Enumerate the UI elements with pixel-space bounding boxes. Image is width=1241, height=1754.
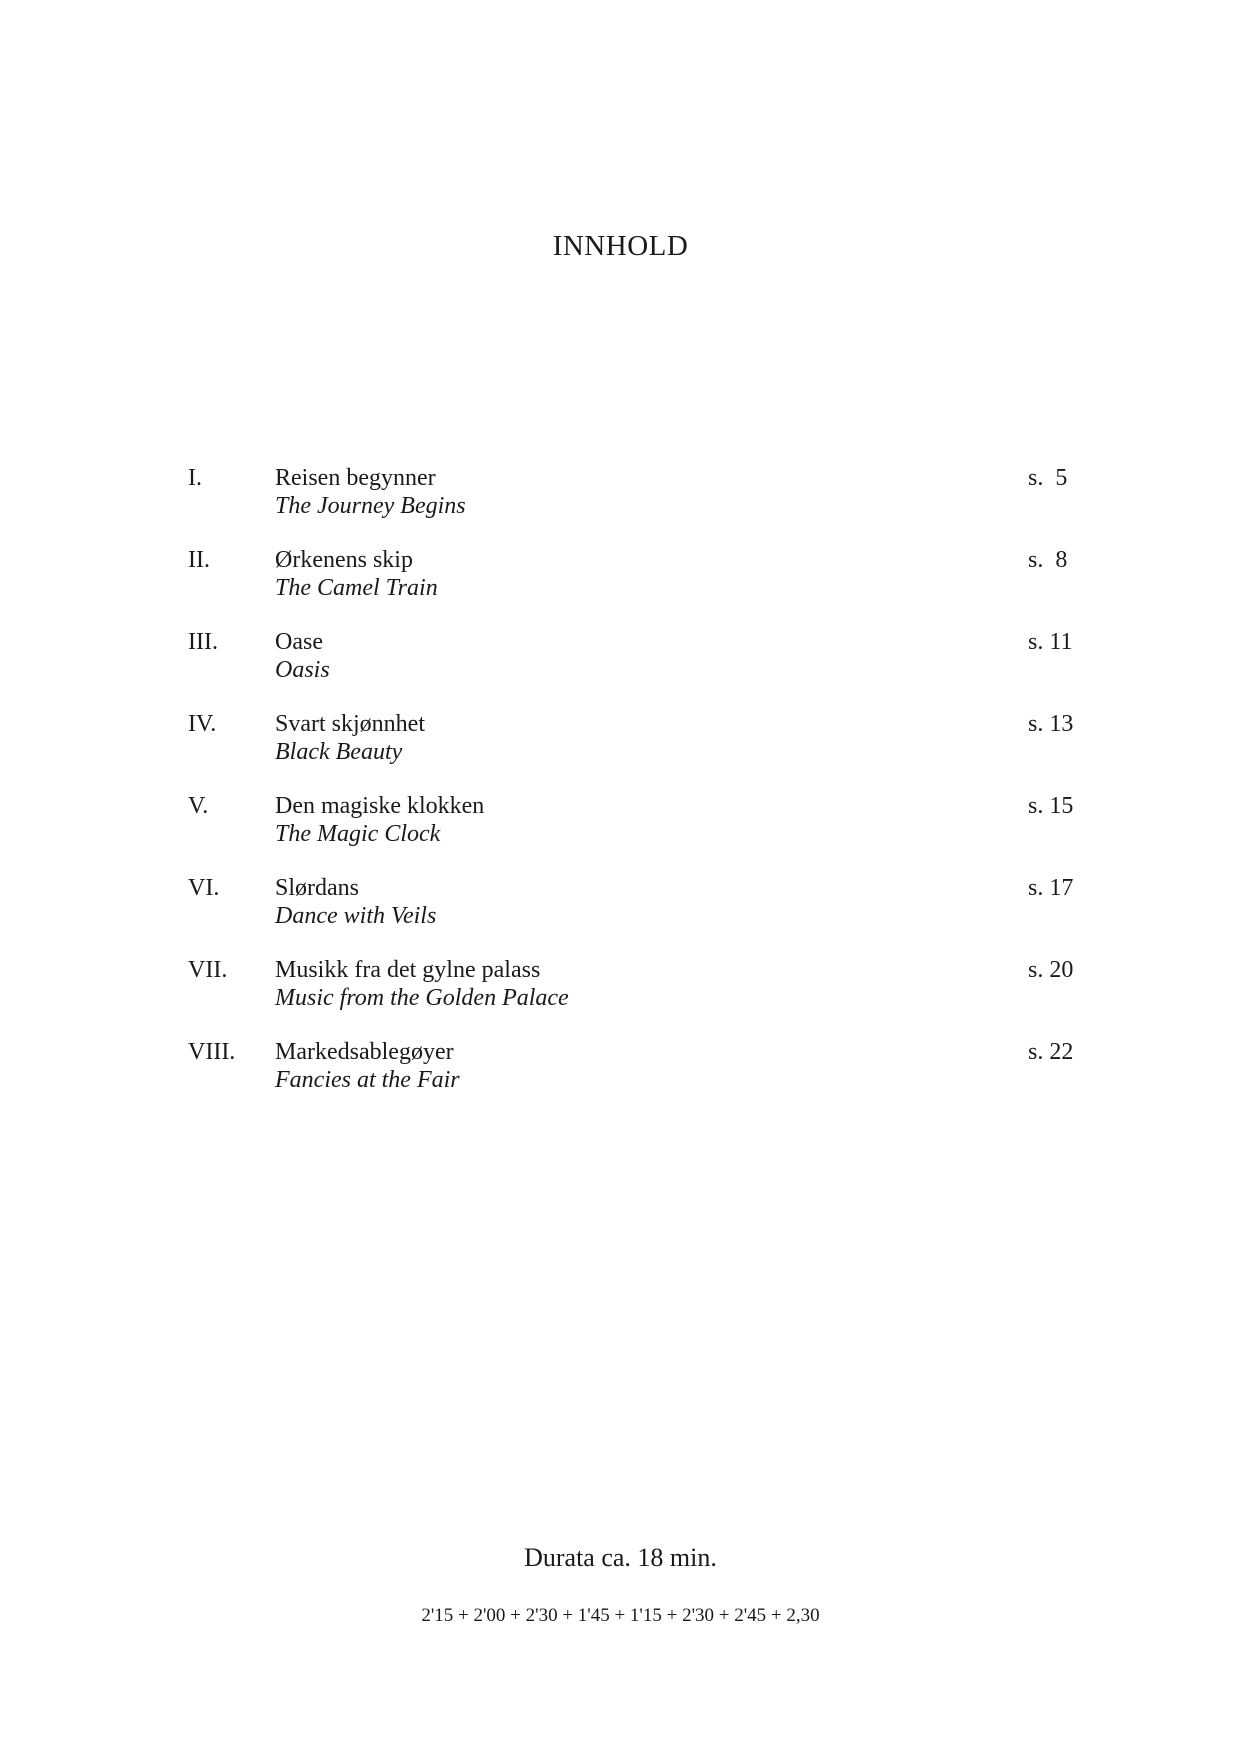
toc-page-number: s. 5 [1028,465,1068,491]
toc-titles [275,1038,460,1094]
toc-titles [275,628,330,684]
toc-entry [188,628,1078,710]
page-title: INNHOLD [552,230,689,262]
toc-page-number: s. 11 [1028,629,1073,655]
toc-numeral: III. [188,629,218,655]
toc-title-norwegian: Den magiske klokken [275,793,485,819]
toc-entry [188,464,1078,546]
toc-title-english: Music from the Golden Palace [275,985,569,1011]
toc-titles [275,546,438,602]
toc-title-norwegian: Ørkenens skip [275,547,413,573]
table-of-contents [188,464,1078,1120]
toc-titles [275,792,484,848]
toc-title-norwegian: Slørdans [275,875,359,901]
toc-title-english: Black Beauty [275,739,403,765]
toc-titles [275,710,425,766]
toc-title-english: Dance with Veils [275,903,437,929]
toc-page-number: s. 15 [1028,793,1074,819]
movement-timings: 2'15 + 2'00 + 2'30 + 1'45 + 1'15 + 2'30 + 2'45 + 2,30 [421,1605,820,1626]
toc-titles [275,874,436,930]
toc-entry [188,1038,1078,1120]
toc-titles [275,464,466,520]
toc-numeral: VIII. [188,1039,236,1065]
toc-entry [188,546,1078,628]
toc-page-number: s. 8 [1028,547,1068,573]
toc-title-norwegian: Musikk fra det gylne palass [275,957,541,983]
toc-entry [188,792,1078,874]
toc-entry [188,874,1078,956]
toc-page-number: s. 20 [1028,957,1074,983]
toc-numeral: II. [188,547,210,573]
toc-page-number: s. 17 [1028,875,1074,901]
toc-title-norwegian: Svart skjønnhet [275,711,425,737]
toc-title-english: Oasis [275,657,330,683]
toc-page-number: s. 13 [1028,711,1074,737]
toc-entry [188,710,1078,792]
toc-numeral: VII. [188,957,228,983]
toc-titles [275,956,569,1012]
toc-numeral: IV. [188,711,217,737]
toc-title-english: Fancies at the Fair [275,1067,460,1093]
toc-title-norwegian: Reisen begynner [275,465,436,491]
toc-numeral: I. [188,465,202,491]
toc-title-english: The Journey Begins [275,493,466,519]
toc-entry [188,956,1078,1038]
toc-title-norwegian: Oase [275,629,323,655]
toc-title-english: The Magic Clock [275,821,441,847]
toc-numeral: V. [188,793,209,819]
toc-title-norwegian: Markedsablegøyer [275,1039,454,1065]
toc-numeral: VI. [188,875,220,901]
toc-page-number: s. 22 [1028,1039,1074,1065]
toc-title-english: The Camel Train [275,575,438,601]
duration-text: Durata ca. 18 min. [524,1543,717,1572]
